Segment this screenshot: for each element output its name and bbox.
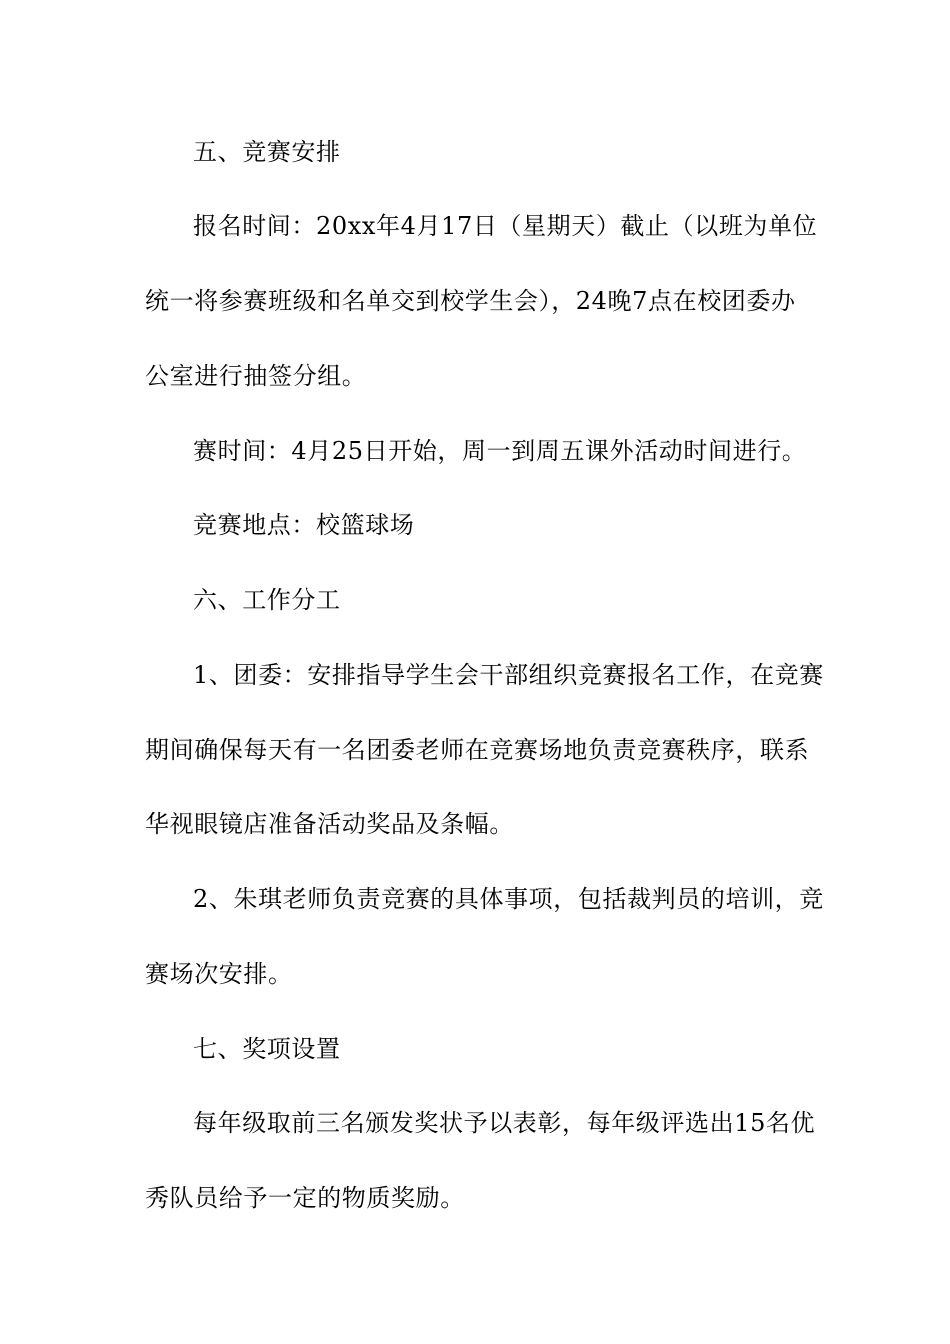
paragraph-line: 2、朱琪老师负责竞赛的具体事项，包括裁判员的培训，竞 — [193, 885, 824, 913]
paragraph-line: 竞赛地点：校篮球场 — [193, 511, 415, 539]
section-heading-5: 五、竞赛安排 — [193, 138, 341, 166]
paragraph-line: 1、团委：安排指导学生会干部组织竞赛报名工作，在竞赛 — [193, 661, 824, 689]
paragraph-line: 公室进行抽签分组。 — [145, 362, 367, 390]
paragraph-line: 赛时间：4月25日开始，周一到周五课外活动时间进行。 — [193, 437, 807, 465]
paragraph-line: 华视眼镜店准备活动奖品及条幅。 — [145, 810, 514, 838]
paragraph-line: 每年级取前三名颁发奖状予以表彰，每年级评选出15名优 — [193, 1109, 816, 1137]
paragraph-line: 期间确保每天有一名团委老师在竞赛场地负责竞赛秩序，联系 — [145, 736, 810, 764]
section-heading-6: 六、工作分工 — [193, 586, 341, 614]
paragraph-line: 统一将参赛班级和名单交到校学生会），24晚7点在校团委办 — [145, 287, 796, 315]
section-heading-7: 七、奖项设置 — [193, 1035, 341, 1063]
paragraph-line: 秀队员给予一定的物质奖励。 — [145, 1184, 465, 1212]
paragraph-line: 赛场次安排。 — [145, 960, 293, 988]
paragraph-line: 报名时间：20xx年4月17日（星期天）截止（以班为单位 — [193, 212, 818, 240]
